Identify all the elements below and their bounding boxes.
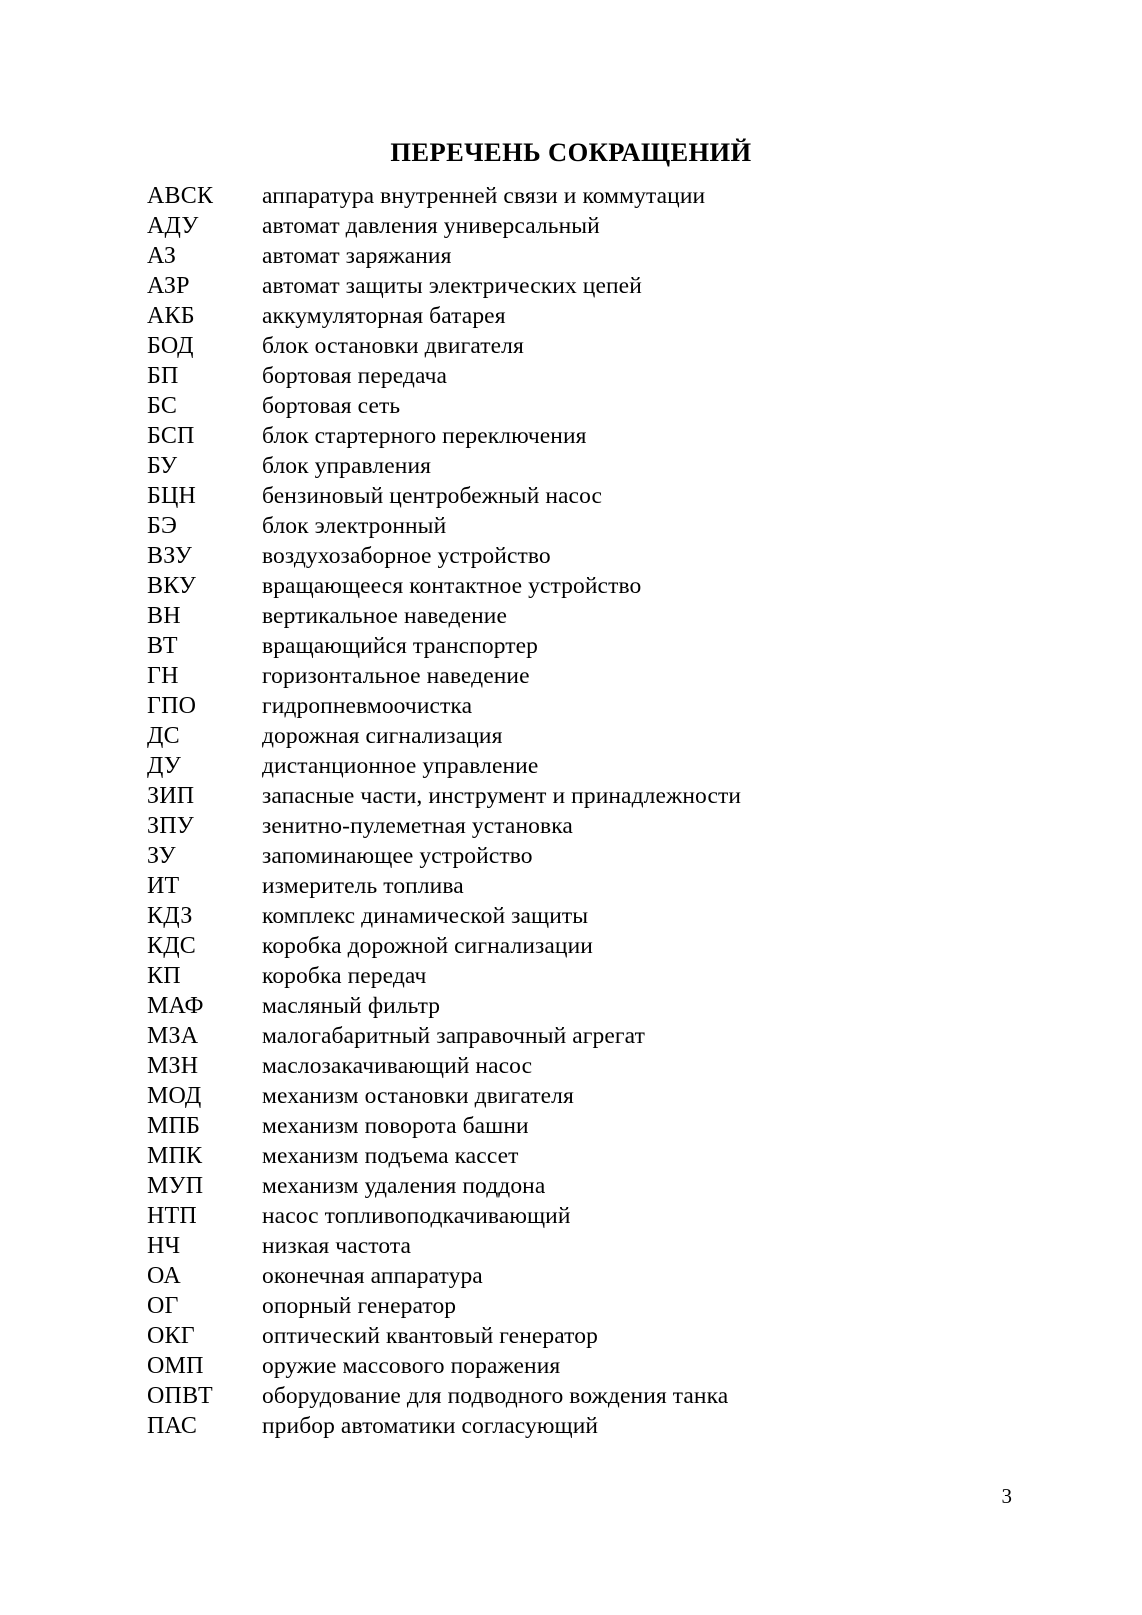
abbreviation-row <box>147 901 1047 931</box>
abbreviation-term: ВЗУ <box>147 543 193 569</box>
abbreviation-row <box>147 331 1047 361</box>
abbreviation-row <box>147 931 1047 961</box>
page-number: 3 <box>1001 1484 1012 1508</box>
abbreviation-term: ЗПУ <box>147 813 194 839</box>
abbreviation-term: АВСК <box>147 183 214 209</box>
abbreviation-term: ИТ <box>147 873 180 899</box>
abbreviation-row <box>147 1201 1047 1231</box>
abbreviation-row <box>147 541 1047 571</box>
abbreviation-term: ВКУ <box>147 573 197 599</box>
abbreviation-term: ГН <box>147 663 179 689</box>
abbreviation-term: БЭ <box>147 513 178 539</box>
abbreviation-term: ВТ <box>147 633 178 659</box>
abbreviation-definition: блок остановки двигателя <box>262 333 524 359</box>
abbreviation-term: ОА <box>147 1263 181 1289</box>
abbreviation-definition: низкая частота <box>262 1233 412 1259</box>
abbreviation-definition: вращающееся контактное устройство <box>262 573 642 599</box>
abbreviation-definition: запоминающее устройство <box>262 843 533 869</box>
abbreviation-definition: маслозакачивающий насос <box>262 1053 533 1079</box>
abbreviation-row <box>147 1021 1047 1051</box>
abbreviation-term: ОПВТ <box>147 1383 213 1409</box>
abbreviation-definition: вертикальное наведение <box>262 603 507 629</box>
abbreviation-row <box>147 1141 1047 1171</box>
abbreviation-term: ОМП <box>147 1353 204 1379</box>
abbreviation-term: КП <box>147 963 181 989</box>
abbreviation-definition: дистанционное управление <box>262 753 539 779</box>
abbreviation-term: БС <box>147 393 178 419</box>
abbreviation-definition: дорожная сигнализация <box>262 723 503 749</box>
abbreviation-term: БСП <box>147 423 195 449</box>
abbreviation-definition: оборудование для подводного вождения танка <box>262 1383 729 1409</box>
abbreviation-row <box>147 391 1047 421</box>
abbreviation-definition: вращающийся транспортер <box>262 633 538 659</box>
abbreviation-term: АКБ <box>147 303 195 329</box>
abbreviation-row <box>147 661 1047 691</box>
page-title: ПЕРЕЧЕНЬ СОКРАЩЕНИЙ <box>390 136 752 167</box>
abbreviation-term: МАФ <box>147 993 204 1019</box>
abbreviation-definition: автомат давления универсальный <box>262 213 600 239</box>
abbreviation-row <box>147 841 1047 871</box>
abbreviation-row <box>147 1261 1047 1291</box>
abbreviation-row <box>147 811 1047 841</box>
abbreviation-row <box>147 211 1047 241</box>
abbreviation-row <box>147 991 1047 1021</box>
abbreviation-definition: гидропневмоочистка <box>262 693 473 719</box>
abbreviation-definition: аккумуляторная батарея <box>262 303 506 329</box>
abbreviation-term: ЗУ <box>147 843 176 869</box>
abbreviation-definition: блок стартерного переключения <box>262 423 587 449</box>
abbreviation-row <box>147 1081 1047 1111</box>
abbreviations-list <box>147 181 1047 1441</box>
abbreviation-definition: бензиновый центробежный насос <box>262 483 603 509</box>
abbreviation-definition: коробка дорожной сигнализации <box>262 933 593 959</box>
abbreviation-definition: бортовая сеть <box>262 393 401 419</box>
abbreviation-definition: горизонтальное наведение <box>262 663 530 689</box>
abbreviation-definition: оптический квантовый генератор <box>262 1323 598 1349</box>
abbreviation-definition: аппаратура внутренней связи и коммутации <box>262 183 706 209</box>
abbreviation-definition: механизм удаления поддона <box>262 1173 546 1199</box>
abbreviation-term: МПБ <box>147 1113 201 1139</box>
abbreviation-row <box>147 1291 1047 1321</box>
abbreviation-row <box>147 721 1047 751</box>
abbreviation-term: МЗН <box>147 1053 199 1079</box>
abbreviation-term: АЗР <box>147 273 190 299</box>
abbreviation-definition: механизм подъема кассет <box>262 1143 519 1169</box>
abbreviation-definition: автомат заряжания <box>262 243 452 269</box>
abbreviation-definition: воздухозаборное устройство <box>262 543 551 569</box>
abbreviation-definition: блок управления <box>262 453 432 479</box>
abbreviation-term: БОД <box>147 333 194 359</box>
abbreviation-row <box>147 511 1047 541</box>
abbreviation-definition: зенитно-пулеметная установка <box>262 813 573 839</box>
abbreviation-term: НТП <box>147 1203 197 1229</box>
abbreviation-definition: запасные части, инструмент и принадлежности <box>262 783 742 809</box>
abbreviation-term: КДС <box>147 933 196 959</box>
abbreviation-row <box>147 691 1047 721</box>
abbreviation-row <box>147 571 1047 601</box>
abbreviation-definition: комплекс динамической защиты <box>262 903 589 929</box>
abbreviation-definition: механизм поворота башни <box>262 1113 529 1139</box>
abbreviation-term: ПАС <box>147 1413 198 1439</box>
abbreviation-term: МУП <box>147 1173 204 1199</box>
abbreviation-row <box>147 1381 1047 1411</box>
abbreviation-row <box>147 1231 1047 1261</box>
abbreviation-term: МОД <box>147 1083 202 1109</box>
abbreviation-term: МПК <box>147 1143 203 1169</box>
abbreviation-term: КДЗ <box>147 903 193 929</box>
abbreviation-row <box>147 1051 1047 1081</box>
abbreviation-row <box>147 781 1047 811</box>
abbreviation-row <box>147 1171 1047 1201</box>
abbreviation-term: ЗИП <box>147 783 195 809</box>
abbreviation-term: БП <box>147 363 179 389</box>
abbreviation-definition: малогабаритный заправочный агрегат <box>262 1023 645 1049</box>
abbreviation-term: ОГ <box>147 1293 179 1319</box>
abbreviation-row <box>147 631 1047 661</box>
abbreviation-term: БЦН <box>147 483 197 509</box>
abbreviation-definition: автомат защиты электрических цепей <box>262 273 642 299</box>
abbreviation-row <box>147 481 1047 511</box>
abbreviation-definition: оконечная аппаратура <box>262 1263 483 1289</box>
abbreviation-row <box>147 751 1047 781</box>
abbreviation-definition: масляный фильтр <box>262 993 441 1019</box>
abbreviation-row <box>147 1111 1047 1141</box>
abbreviation-row <box>147 601 1047 631</box>
abbreviation-term: ДС <box>147 723 180 749</box>
abbreviation-term: ВН <box>147 603 181 629</box>
abbreviation-row <box>147 181 1047 211</box>
abbreviation-row <box>147 1351 1047 1381</box>
abbreviation-definition: прибор автоматики согласующий <box>262 1413 599 1439</box>
abbreviation-term: ДУ <box>147 753 182 779</box>
abbreviation-term: АДУ <box>147 213 199 239</box>
abbreviation-term: НЧ <box>147 1233 181 1259</box>
abbreviation-row <box>147 871 1047 901</box>
abbreviation-definition: насос топливоподкачивающий <box>262 1203 571 1229</box>
abbreviation-term: ГПО <box>147 693 197 719</box>
abbreviation-row <box>147 241 1047 271</box>
abbreviation-term: ОКГ <box>147 1323 195 1349</box>
abbreviation-row <box>147 361 1047 391</box>
abbreviation-row <box>147 451 1047 481</box>
abbreviation-term: БУ <box>147 453 178 479</box>
abbreviation-term: МЗА <box>147 1023 199 1049</box>
abbreviation-row <box>147 301 1047 331</box>
abbreviation-row <box>147 1321 1047 1351</box>
abbreviation-definition: коробка передач <box>262 963 427 989</box>
abbreviation-definition: измеритель топлива <box>262 873 464 899</box>
abbreviation-row <box>147 961 1047 991</box>
abbreviation-definition: оружие массового поражения <box>262 1353 561 1379</box>
abbreviation-row <box>147 1411 1047 1441</box>
abbreviation-row <box>147 421 1047 451</box>
abbreviation-definition: опорный генератор <box>262 1293 457 1319</box>
abbreviation-row <box>147 271 1047 301</box>
abbreviation-term: АЗ <box>147 243 177 269</box>
abbreviation-definition: бортовая передача <box>262 363 448 389</box>
abbreviation-definition: блок электронный <box>262 513 447 539</box>
abbreviation-definition: механизм остановки двигателя <box>262 1083 574 1109</box>
